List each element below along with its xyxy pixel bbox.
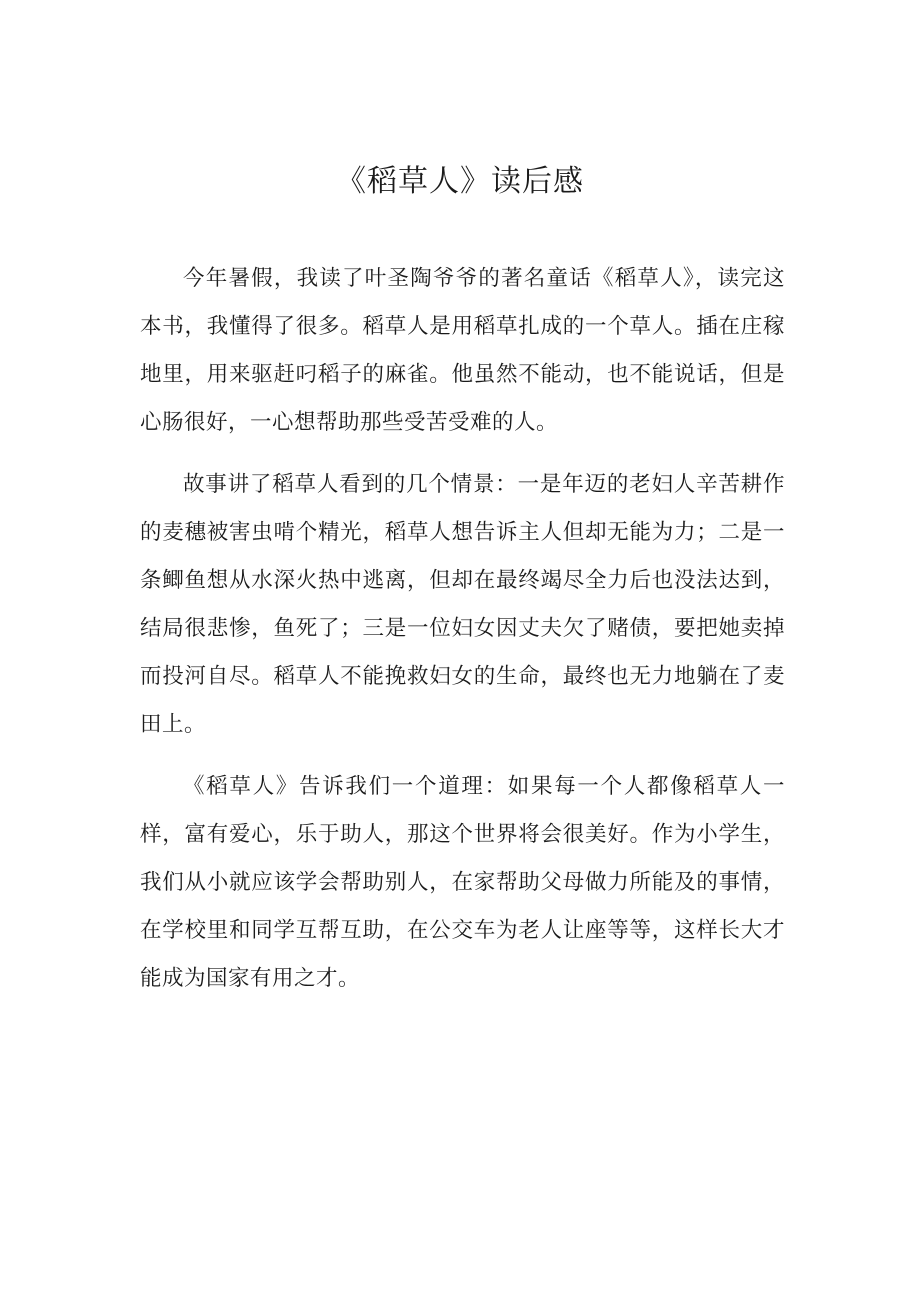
paragraph-1: 今年暑假，我读了叶圣陶爷爷的著名童话《稻草人》，读完这本书，我懂得了很多。稻草人是用稻草扎成的一个草人。插在庄稼地里，用来驱赶叼稻子的麻雀。他虽然不能动，也不能说话，但是心肠很好，一心想帮助那些受苦受难的人。: [140, 266, 785, 435]
document-title: 《稻草人》读后感: [336, 164, 584, 199]
document-body: [140, 255, 785, 1017]
paragraph-3: 《稻草人》告诉我们一个道理：如果每一个人都像稻草人一样，富有爱心，乐于助人，那这个世界将会很美好。作为小学生，我们从小就应该学会帮助别人，在家帮助父母做力所能及的事情，在学校里和同学互帮互助，在公交车为老人让座等等，这样长大才能成为国家有用之才。: [140, 774, 785, 991]
paragraph-2: 故事讲了稻草人看到的几个情景：一是年迈的老妇人辛苦耕作的麦穗被害虫啃个精光，稻草人想告诉主人但却无能为力；二是一条鲫鱼想从水深火热中逃离，但却在最终竭尽全力后也没法达到，结局很悲惨，鱼死了；三是一位妇女因丈夫欠了赌债，要把她卖掉而投河自尽。稻草人不能挽救妇女的生命，最终也无力地躺在了麦田上。: [140, 472, 785, 737]
